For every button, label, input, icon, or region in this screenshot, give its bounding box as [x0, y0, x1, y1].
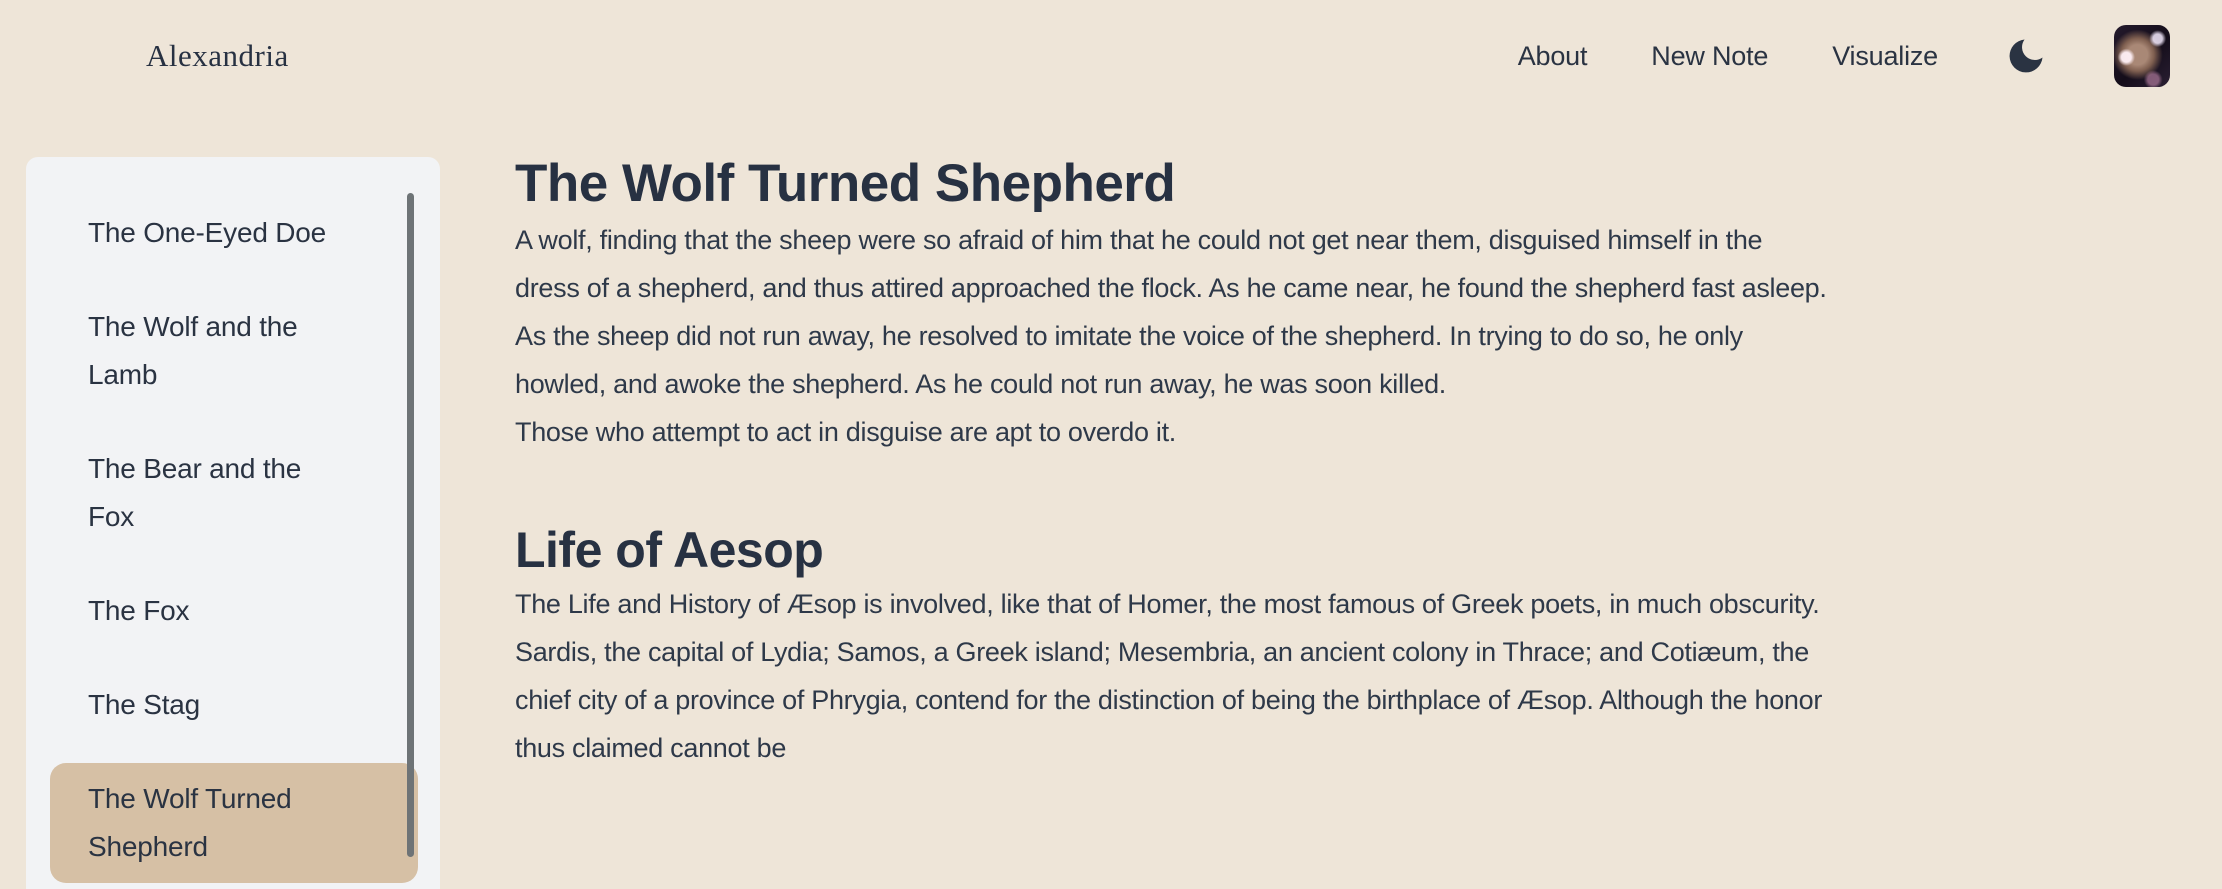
sidebar-item-the-wolf-and-the-lamb[interactable] [50, 291, 418, 411]
note-content [515, 0, 1845, 889]
section-body-paragraph: The Life and History of Æsop is involved, like that of Homer, the most famous of Greek poets, in much obscurity. Sardis, the capital of Lydia; Samos, a Greek island; Mesembria, an ancient colony in Thrace; and Cotiæum, the chief city of a province of Phrygia, contend for the distinction of being the birthplace of Æsop. Although the honor thus claimed cannot be [515, 589, 1823, 763]
theme-toggle-button[interactable] [2002, 32, 2050, 80]
sidebar-item-the-stag[interactable] [50, 669, 418, 741]
sidebar [26, 157, 440, 889]
moon-icon [2004, 34, 2048, 78]
note-body-paragraph: A wolf, finding that the sheep were so afraid of him that he could not get near them, disguised himself in the dress of a shepherd, and thus attired approached the flock. As he came near, he found the shepherd fast asleep. As the sheep did not run away, he resolved to imitate the voice of the shepherd. In trying to do so, he only howled, and awoke the shepherd. As he could not run away, he was soon killed. [515, 225, 1827, 399]
sidebar-item-label: The Stag [88, 689, 201, 720]
note-title: The Wolf Turned Shepherd [515, 154, 1176, 213]
sidebar-item-label: The Wolf Turned Shepherd [88, 783, 292, 862]
sidebar-item-label: The Wolf and the Lamb [88, 311, 298, 390]
sidebar-item-label: The One-Eyed Doe [88, 217, 327, 248]
nav-new-note[interactable]: New Note [1651, 40, 1769, 71]
nav-visualize[interactable]: Visualize [1832, 40, 1938, 71]
sidebar-item-label: The Bear and the Fox [88, 453, 302, 532]
user-avatar[interactable] [2114, 25, 2170, 87]
sidebar-item-label: The Fox [88, 595, 190, 626]
note-list [26, 157, 440, 883]
app-logo[interactable]: Alexandria [146, 38, 289, 73]
sidebar-item-the-fox[interactable] [50, 575, 418, 647]
section-title: Life of Aesop [515, 522, 824, 578]
sidebar-scrollbar-thumb[interactable] [407, 193, 414, 857]
nav-about[interactable]: About [1517, 40, 1588, 71]
sidebar-item-the-bear-and-the-fox[interactable] [50, 433, 418, 553]
sidebar-item-the-wolf-turned-shepherd[interactable] [50, 763, 418, 883]
sidebar-item-the-one-eyed-doe[interactable] [50, 197, 418, 269]
note-moral-paragraph: Those who attempt to act in disguise are apt to overdo it. [515, 417, 1176, 447]
